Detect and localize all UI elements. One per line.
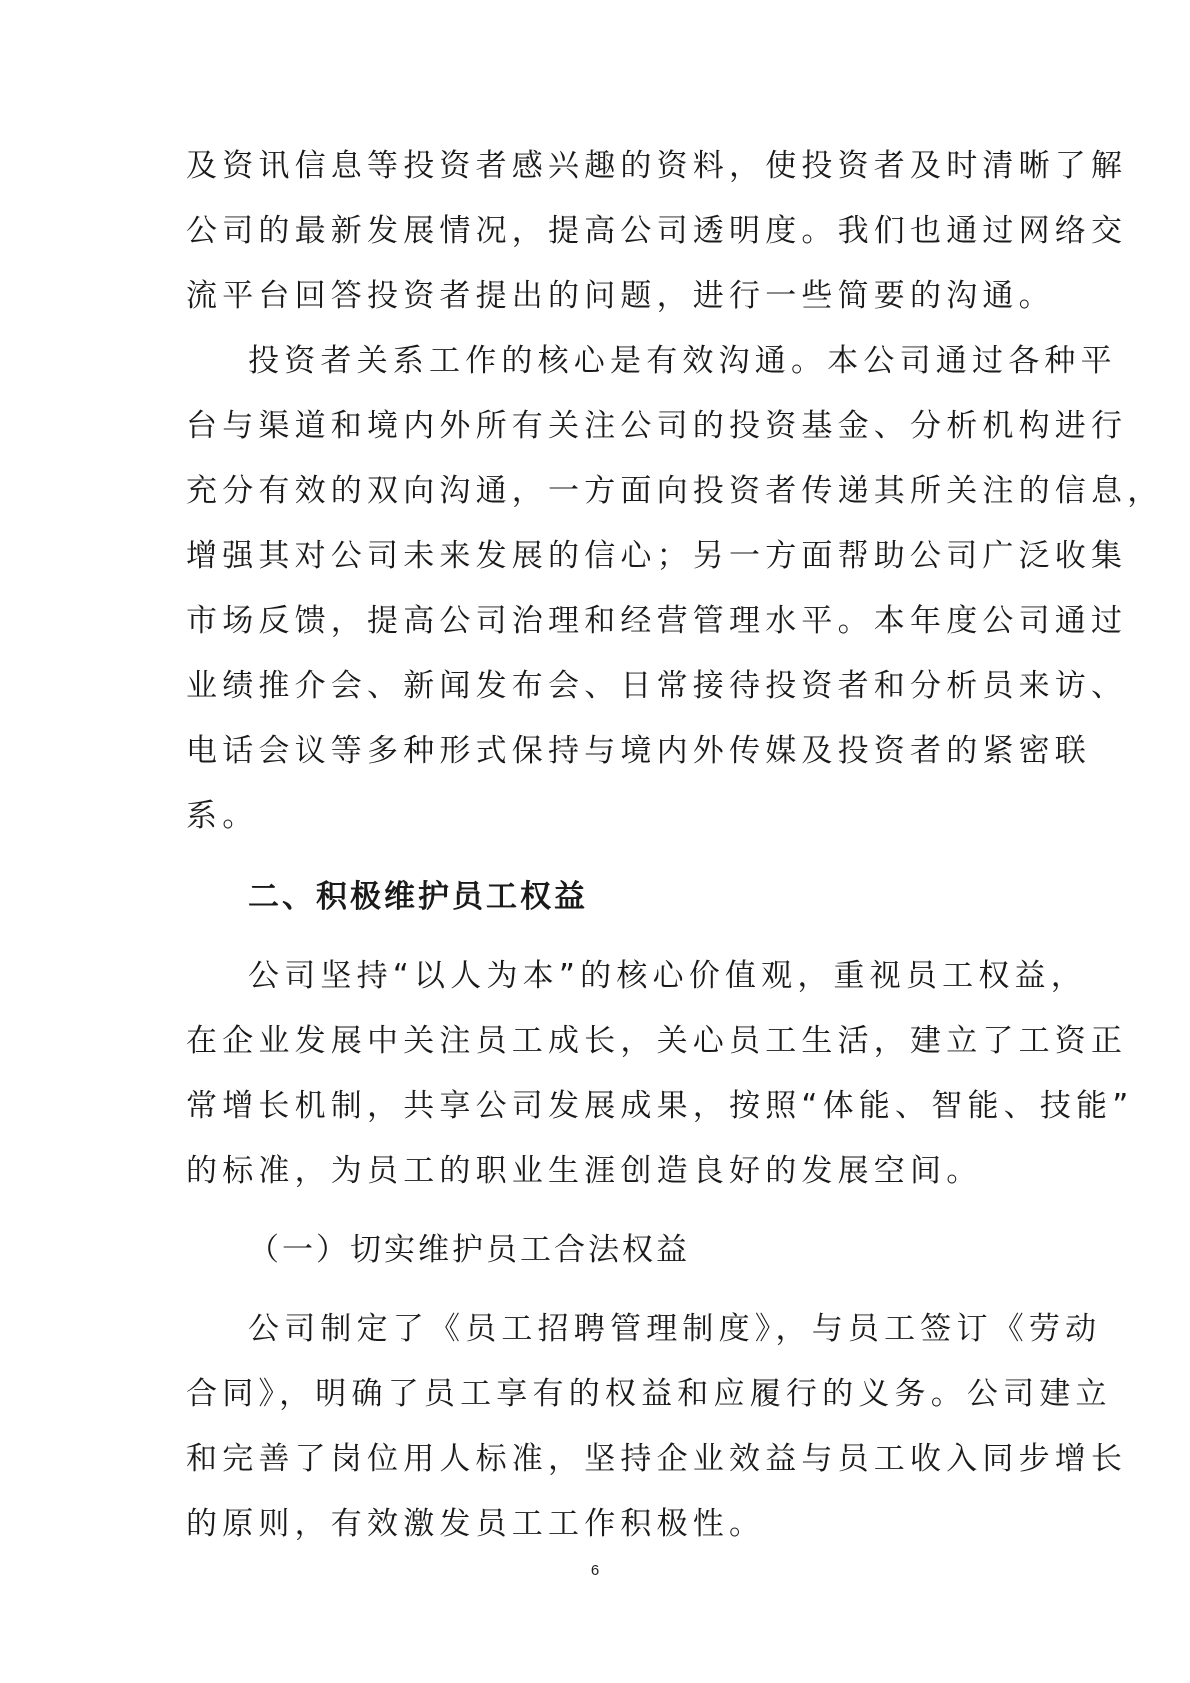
paragraph-line: 的标准，为员工的职业生涯创造良好的发展空间。 (186, 1153, 983, 1189)
paragraph-line: 电话会议等多种形式保持与境内外传媒及投资者的紧密联 (186, 733, 1091, 769)
paragraph-line: 的原则，有效激发员工工作积极性。 (186, 1506, 766, 1542)
paragraph-line: 流平台回答投资者提出的问题，进行一些简要的沟通。 (186, 278, 1055, 314)
paragraph-line: 充分有效的双向沟通，一方面向投资者传递其所关注的信息， (186, 473, 1164, 509)
subsection-heading: （一）切实维护员工合法权益 (248, 1232, 690, 1268)
paragraph-line: 投资者关系工作的核心是有效沟通。本公司通过各种平 (248, 343, 1117, 379)
paragraph-line: 和完善了岗位用人标准，坚持企业效益与员工收入同步增长 (186, 1441, 1128, 1477)
paragraph-line: 业绩推介会、新闻发布会、日常接待投资者和分析员来访、 (186, 668, 1128, 704)
paragraph-line: 系。 (186, 798, 259, 834)
paragraph-line: 合同》，明确了员工享有的权益和应履行的义务。公司建立 (186, 1376, 1112, 1412)
section-heading: 二、积极维护员工权益 (248, 879, 588, 915)
paragraph-line: 增强其对公司未来发展的信心；另一方面帮助公司广泛收集 (186, 538, 1128, 574)
paragraph-line: 公司的最新发展情况，提高公司透明度。我们也通过网络交 (186, 213, 1128, 249)
paragraph-line: 公司制定了《员工招聘管理制度》，与员工签订《劳动 (248, 1311, 1102, 1347)
page-number: 6 (590, 1562, 600, 1579)
paragraph-line: 台与渠道和境内外所有关注公司的投资基金、分析机构进行 (186, 408, 1128, 444)
paragraph-line: 市场反馈，提高公司治理和经营管理水平。本年度公司通过 (186, 603, 1128, 639)
paragraph-line: 及资讯信息等投资者感兴趣的资料，使投资者及时清晰了解 (186, 148, 1128, 184)
paragraph-line: 公司坚持“以人为本”的核心价值观，重视员工权益， (248, 958, 1087, 994)
paragraph-line: 在企业发展中关注员工成长，关心员工生活，建立了工资正 (186, 1023, 1128, 1059)
paragraph-line: 常增长机制，共享公司发展成果，按照“体能、智能、技能” (186, 1088, 1134, 1124)
